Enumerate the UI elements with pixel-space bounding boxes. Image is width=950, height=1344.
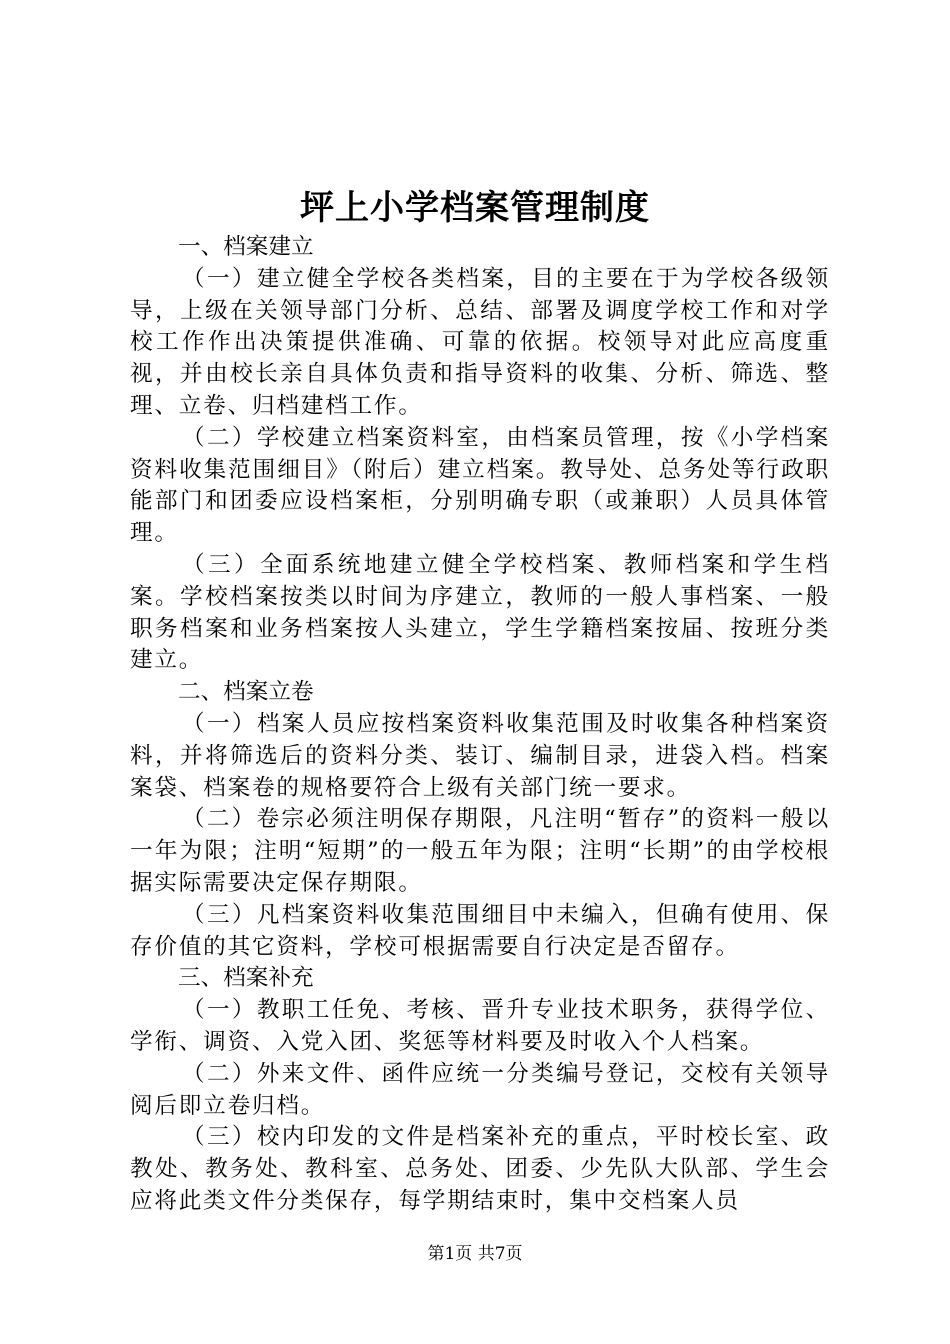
document-title: 坪上小学档案管理制度 bbox=[300, 188, 650, 228]
paragraph: （一）建立健全学校各类档案，目的主要在于为学校各级领导，上级在关领导部门分析、总结、部署及调度学校工作和对学校工作作出决策提供准确、可靠的依据。校领导对此应高度重视，并由校长亲自具体负责和指导资料的收集、分析、筛选、整理、立卷、归档建档工作。 bbox=[130, 265, 830, 419]
paragraph: （三）全面系统地建立健全学校档案、教师档案和学生档案。学校档案按类以时间为序建立，教师的一般人事档案、一般职务档案和业务档案按人头建立，学生学籍档案按届、按班分类建立。 bbox=[130, 551, 830, 674]
paragraph: （二）外来文件、函件应统一分类编号登记，交校有关领导阅后即立卷归档。 bbox=[130, 1060, 830, 1119]
section-heading: 三、档案补充 bbox=[178, 965, 314, 992]
paragraph: （三）校内印发的文件是档案补充的重点，平时校长室、政教处、教务处、教科室、总务处、团委、少先队大队部、学生会应将此类文件分类保存，每学期结束时，集中交档案人员 bbox=[130, 1124, 830, 1214]
paragraph: （二）学校建立档案资料室，由档案员管理，按《小学档案资料收集范围细目》（附后）建立档案。教导处、总务处等行政职能部门和团委应设档案柜，分别明确专职（或兼职）人员具体管理。 bbox=[130, 424, 830, 547]
section-heading: 一、档案建立 bbox=[178, 234, 314, 260]
paragraph: （三）凡档案资料收集范围细目中未编入，但确有使用、保存价值的其它资料，学校可根据需要自行决定是否留存。 bbox=[130, 901, 830, 960]
document-body bbox=[130, 232, 830, 1218]
paragraph: （一）档案人员应按档案资料收集范围及时收集各种档案资料，并将筛选后的资料分类、装订、编制目录，进袋入档。档案案袋、档案卷的规格要符合上级有关部门统一要求。 bbox=[130, 710, 830, 801]
paragraph: （一）教职工任免、考核、晋升专业技术职务，获得学位、学衔、调资、入党入团、奖惩等材料要及时收入个人档案。 bbox=[130, 997, 830, 1055]
page-footer: 第1页 共7页 bbox=[427, 1244, 523, 1264]
section-heading: 二、档案立卷 bbox=[178, 679, 314, 706]
paragraph: （二）卷宗必须注明保存期限，凡注明“暂存”的资料一般以一年为限；注明“短期”的一般五年为限；注明“长期”的由学校根据实际需要决定保存期限。 bbox=[130, 806, 830, 896]
